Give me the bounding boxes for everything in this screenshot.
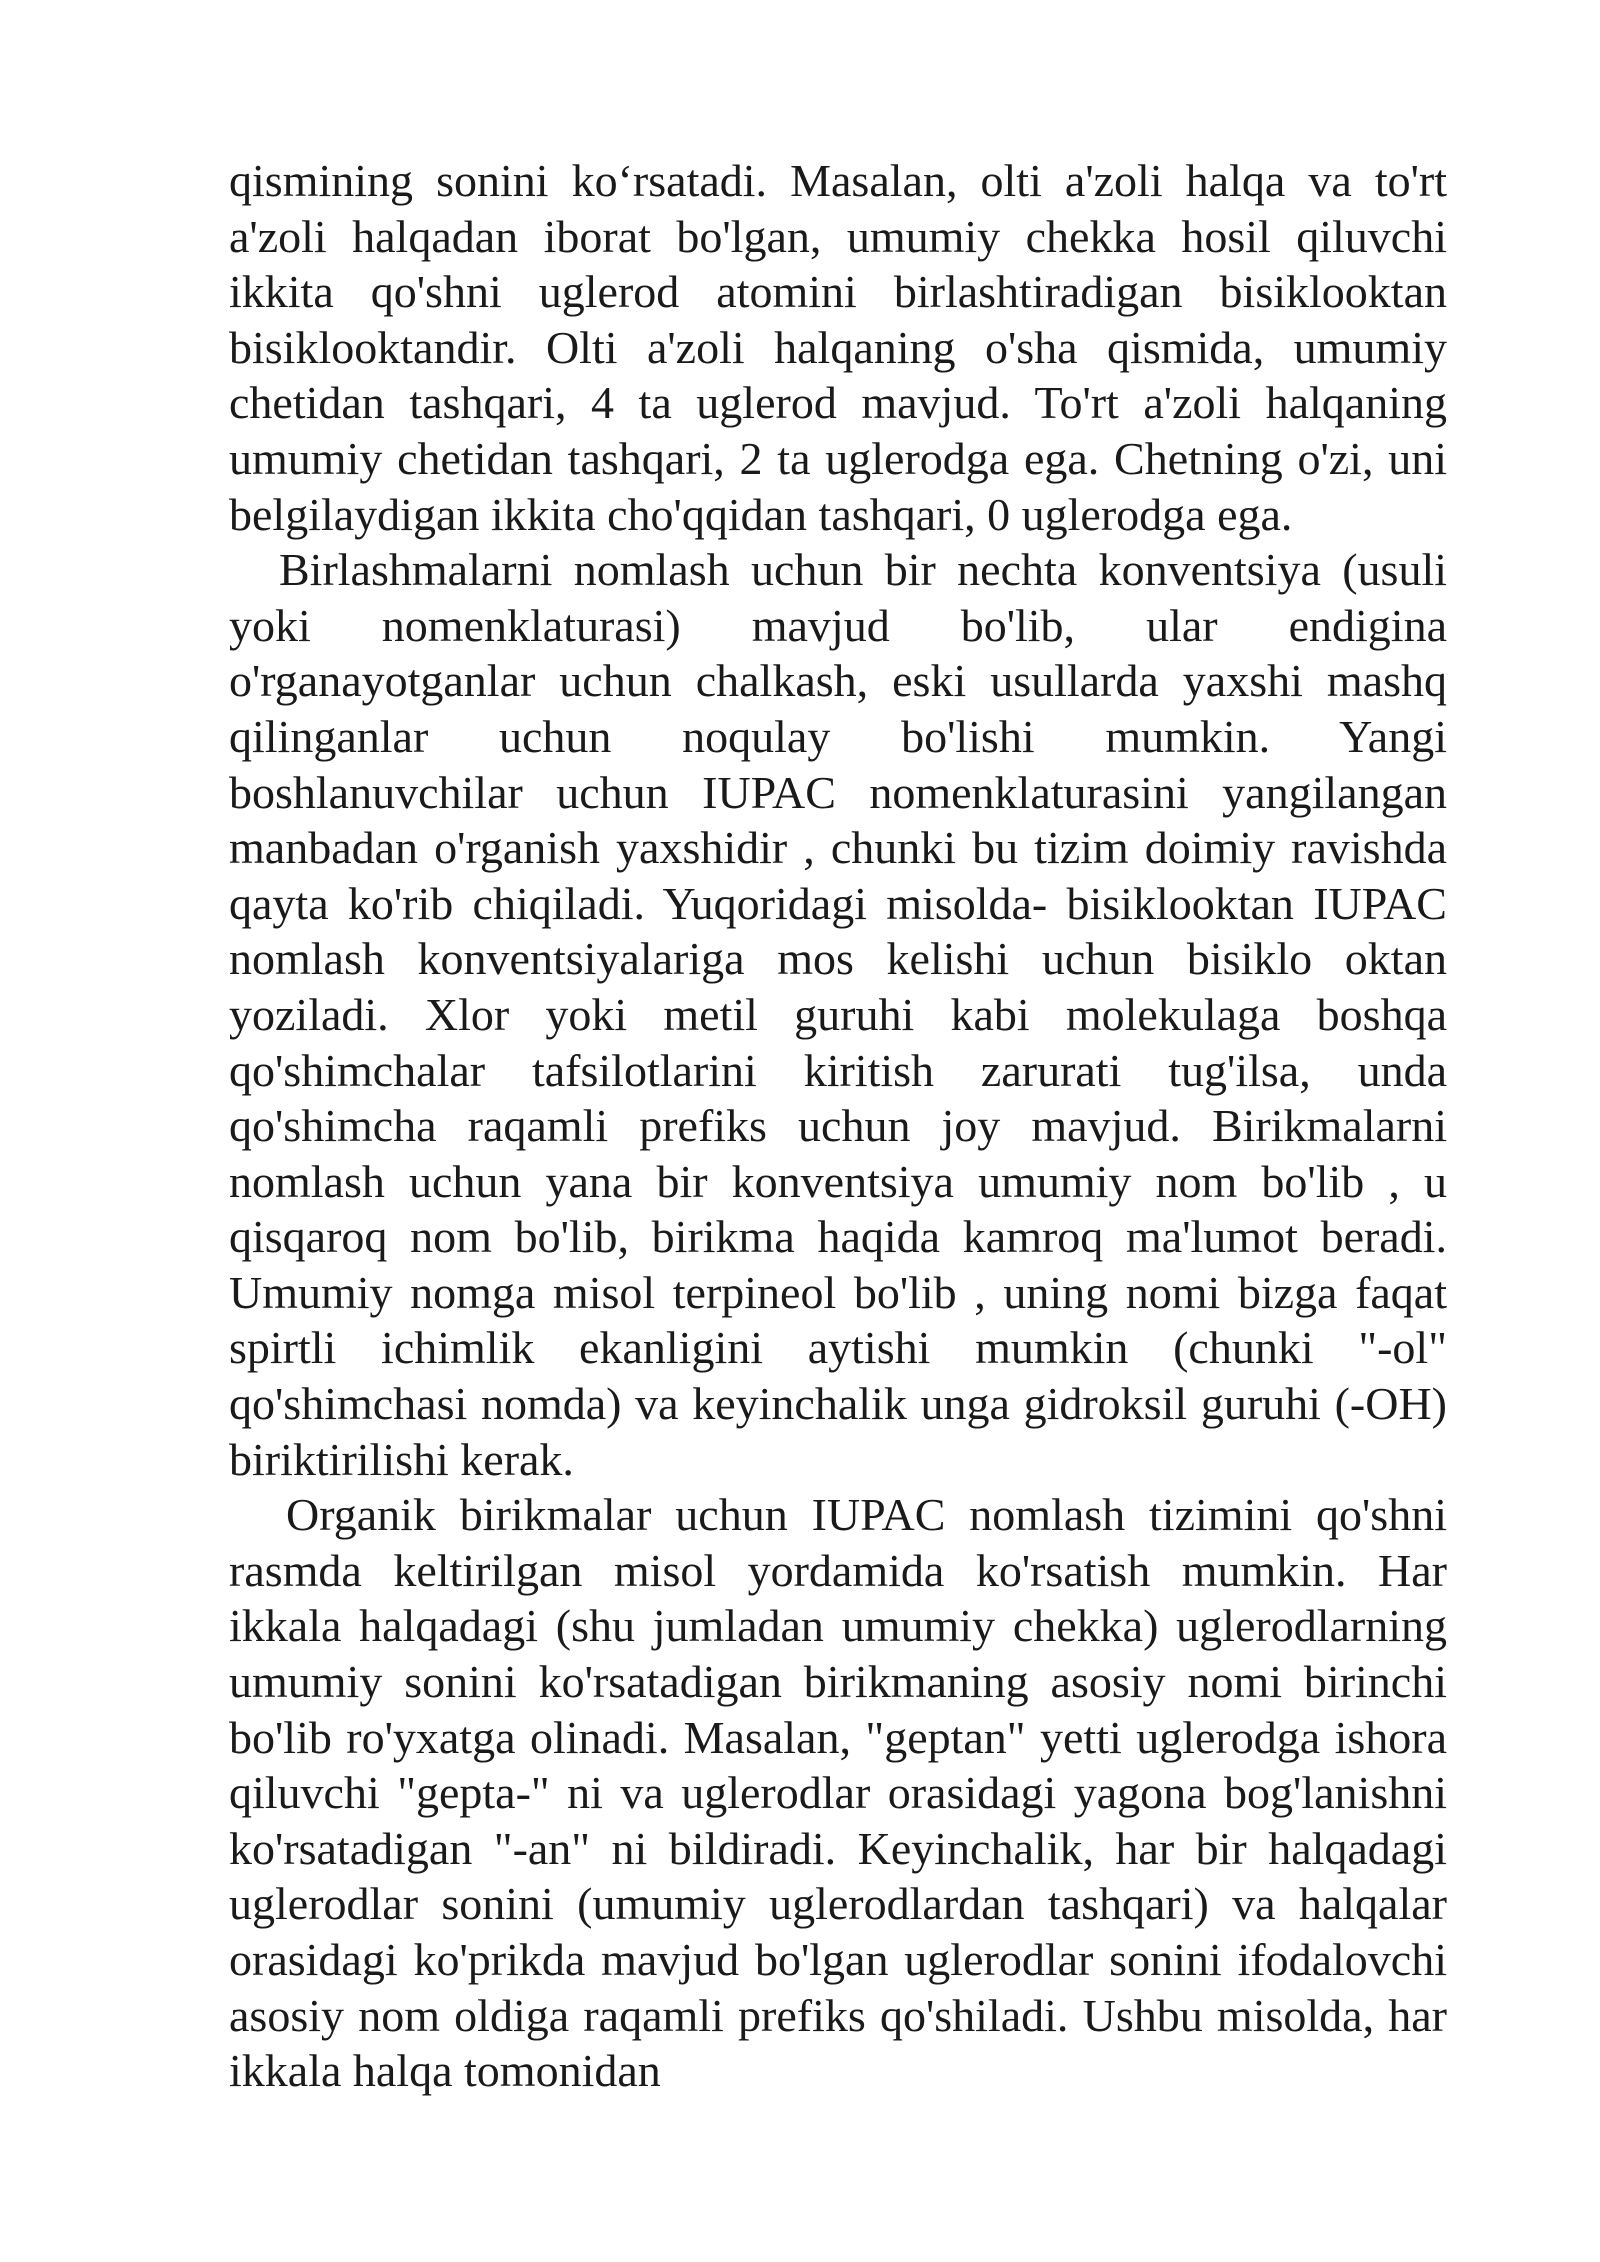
paragraph-3: Organik birikmalar uchun IUPAC nomlash tizimini qo'shni rasmda keltirilgan misol yordamida ko'rsatish mumkin. Har ikkala halqadagi (shu jumladan umumiy chekka) uglerodlarning umumiy sonini ko'rsatadigan birikmaning asosiy nomi birinchi bo'lib ro'yxatga olinadi. Masalan, "geptan" yetti uglerodga ishora qiluvchi "gepta-" ni va uglerodlar orasidagi yagona bog'lanishni ko'rsatadigan "-an" ni bildiradi. Keyinchalik, har bir halqadagi uglerodlar sonini (umumiy uglerodlardan tashqari) va halqalar orasidagi ko'prikda mavjud bo'lgan uglerodlar sonini ifodalovchi asosiy nom oldiga raqamli prefiks qo'shiladi. Ushbu misolda, har ikkala halqa tomonidan: [229, 1489, 1447, 2097]
paragraph-2: Birlashmalarni nomlash uchun bir nechta konventsiya (usuli yoki nomenklaturasi) mavjud bo'lib, ular endigina o'rganayotganlar uchun chalkash, eski usullarda yaxshi mashq qilinganlar uchun noqulay bo'lishi mumkin. Yangi boshlanuvchilar uchun IUPAC nomenklaturasini yangilangan manbadan o'rganish yaxshidir , chunki bu tizim doimiy ravishda qayta ko'rib chiqiladi. Yuqoridagi misolda- bisiklooktan IUPAC nomlash konventsiyalariga mos kelishi uchun bisiklo oktan yoziladi. Xlor yoki metil guruhi kabi molekulaga boshqa qo'shimchalar tafsilotlarini kiritish zarurati tug'ilsa, unda qo'shimcha raqamli prefiks uchun joy mavjud. Birikmalarni nomlash uchun yana bir konventsiya umumiy nom bo'lib , u qisqaroq nom bo'lib, birikma haqida kamroq ma'lumot beradi. Umumiy nomga misol terpineol bo'lib , uning nomi bizga faqat spirtli ichimlik ekanligini aytishi mumkin (chunki "-ol" qo'shimchasi nomda) va keyinchalik unga gidroksil guruhi (-OH) biriktirilishi kerak.: [229, 544, 1447, 1485]
paragraph-1: qismining sonini ko‘rsatadi. Masalan, olti a'zoli halqa va to'rt a'zoli halqadan iborat bo'lgan, umumiy chekka hosil qiluvchi ikkita qo'shni uglerod atomini birlashtiradigan bisiklooktan bisiklooktandir. Olti a'zoli halqaning o'sha qismida, umumiy chetidan tashqari, 4 ta uglerod mavjud. To'rt a'zoli halqaning umumiy chetidan tashqari, 2 ta uglerodga ega. Chetning o'zi, uni belgilaydigan ikkita cho'qqidan tashqari, 0 uglerodga ega.: [229, 155, 1447, 540]
body-text: [229, 153, 1447, 2099]
